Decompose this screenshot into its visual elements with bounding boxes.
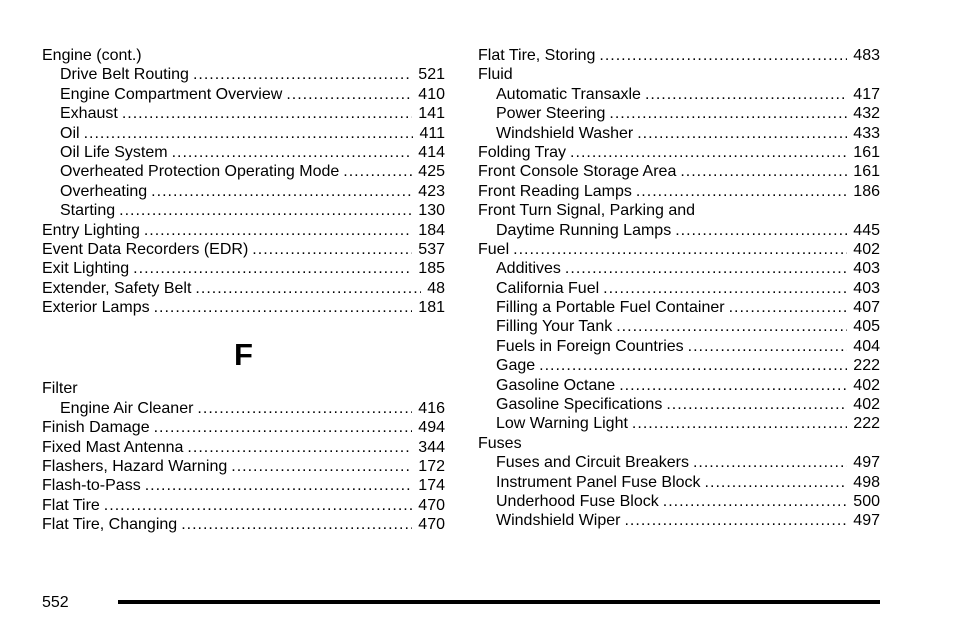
index-entry (42, 298, 445, 317)
left-entries-e (42, 46, 445, 317)
entry-label: Additives (496, 260, 561, 278)
entry-label: Overheated Protection Operating Mode (60, 163, 340, 181)
entry-label: Fixed Mast Antenna (42, 438, 184, 456)
index-subentry (42, 85, 445, 104)
page-number: 552 (42, 594, 69, 611)
entry-label: Front Reading Lamps (478, 182, 632, 200)
index-subentry (478, 356, 880, 375)
entry-page-number: 470 (418, 516, 445, 534)
entry-label: Flashers, Hazard Warning (42, 458, 228, 476)
index-subentry (42, 182, 445, 201)
dot-leader (539, 356, 847, 375)
index-subentry (478, 317, 880, 336)
dot-leader (193, 65, 412, 84)
dot-leader (144, 221, 412, 240)
entry-label: Folding Tray (478, 143, 567, 161)
entry-page-number: 425 (418, 163, 445, 181)
entry-label: Overheating (60, 182, 148, 200)
index-subentry (42, 399, 445, 418)
entry-page-number: 184 (418, 221, 445, 239)
dot-leader (104, 496, 413, 515)
index-entry (42, 457, 445, 476)
index-entry (42, 279, 445, 298)
entry-label: Oil (60, 124, 80, 142)
entry-page-number: 130 (418, 202, 445, 220)
entry-label: Power Steering (496, 105, 606, 123)
entry-page-number: 410 (418, 85, 445, 103)
entry-page-number: 537 (418, 240, 445, 258)
dot-leader (729, 298, 848, 317)
index-subentry (42, 143, 445, 162)
dot-leader (286, 85, 412, 104)
dot-leader (231, 457, 412, 476)
dot-leader (187, 438, 412, 457)
index-subentry (478, 453, 880, 472)
entry-page-number: 222 (853, 415, 880, 433)
entry-label: Engine (cont.) (42, 47, 142, 64)
index-entry (478, 434, 880, 453)
entry-label: Automatic Transaxle (496, 85, 641, 103)
entry-page-number: 500 (853, 492, 880, 510)
index-subentry (478, 124, 880, 143)
entry-label: Exit Lighting (42, 260, 130, 278)
dot-leader (645, 85, 847, 104)
dot-leader (688, 337, 848, 356)
entry-label: Drive Belt Routing (60, 66, 189, 84)
dot-leader (195, 279, 421, 298)
dot-leader (675, 221, 847, 240)
entry-label: Fluid (478, 66, 513, 84)
entry-page-number: 402 (853, 240, 880, 258)
footer-rule (118, 600, 880, 604)
entry-label: Windshield Washer (496, 124, 634, 142)
entry-label: Front Turn Signal, Parking and (478, 202, 696, 220)
dot-leader (680, 162, 847, 181)
index-entry (42, 240, 445, 259)
index-subentry (478, 85, 880, 104)
dot-leader (705, 473, 848, 492)
entry-label: Flash-to-Pass (42, 477, 141, 495)
index-subentry (478, 473, 880, 492)
index-entry (42, 46, 445, 65)
entry-label: Engine Compartment Overview (60, 85, 283, 103)
entry-page-number: 402 (853, 376, 880, 394)
index-entry (478, 46, 880, 65)
dot-leader (181, 515, 412, 534)
dot-leader (609, 104, 847, 123)
entry-page-number: 521 (418, 66, 445, 84)
index-entry (42, 379, 445, 398)
entry-page-number: 186 (853, 182, 880, 200)
dot-leader (624, 511, 847, 530)
index-entry (478, 201, 880, 220)
dot-leader (616, 317, 847, 336)
entry-label: Instrument Panel Fuse Block (496, 473, 701, 491)
left-index-column (42, 46, 445, 535)
dot-leader (151, 182, 412, 201)
dot-leader (122, 104, 412, 123)
right-index-column (478, 46, 880, 531)
entry-label: Filling a Portable Fuel Container (496, 299, 725, 317)
entry-page-number: 416 (418, 399, 445, 417)
entry-page-number: 344 (418, 438, 445, 456)
index-entry (42, 476, 445, 495)
index-entry (478, 162, 880, 181)
index-subentry (42, 201, 445, 220)
entry-page-number: 402 (853, 396, 880, 414)
dot-leader (133, 259, 412, 278)
dot-leader (599, 46, 847, 65)
entry-page-number: 470 (418, 496, 445, 514)
entry-page-number: 423 (418, 182, 445, 200)
entry-page-number: 48 (427, 279, 445, 297)
entry-page-number: 161 (853, 163, 880, 181)
index-entry (478, 182, 880, 201)
index-subentry (478, 395, 880, 414)
index-subentry (478, 104, 880, 123)
entry-page-number: 172 (418, 458, 445, 476)
entry-label: Flat Tire, Storing (478, 47, 596, 64)
entry-label: Exhaust (60, 105, 118, 123)
entry-label: Entry Lighting (42, 221, 140, 239)
dot-leader (119, 201, 412, 220)
entry-page-number: 222 (853, 357, 880, 375)
entry-page-number: 494 (418, 419, 445, 437)
entry-label: Finish Damage (42, 419, 150, 437)
dot-leader (636, 182, 847, 201)
dot-leader (693, 453, 847, 472)
entry-page-number: 445 (853, 221, 880, 239)
entry-label: California Fuel (496, 279, 600, 297)
dot-leader (632, 414, 847, 433)
entry-page-number: 174 (418, 477, 445, 495)
entry-page-number: 161 (853, 143, 880, 161)
dot-leader (252, 240, 412, 259)
index-subentry (478, 221, 880, 240)
dot-leader (570, 143, 847, 162)
index-subentry (478, 279, 880, 298)
entry-page-number: 404 (853, 337, 880, 355)
entry-page-number: 141 (418, 105, 445, 123)
entry-page-number: 432 (853, 105, 880, 123)
entry-page-number: 403 (853, 260, 880, 278)
left-entries-f (42, 379, 445, 534)
entry-label: Filter (42, 380, 78, 398)
index-subentry (478, 298, 880, 317)
section-letter-f: F (234, 337, 253, 373)
entry-page-number: 497 (853, 512, 880, 530)
entry-page-number: 407 (853, 299, 880, 317)
dot-leader (172, 143, 413, 162)
entry-label: Fuses and Circuit Breakers (496, 454, 689, 472)
index-entry (478, 65, 880, 84)
index-entry (42, 438, 445, 457)
index-subentry (478, 337, 880, 356)
index-entry (42, 221, 445, 240)
entry-label: Extender, Safety Belt (42, 279, 192, 297)
entry-label: Low Warning Light (496, 415, 628, 433)
index-subentry (42, 124, 445, 143)
entry-page-number: 414 (418, 143, 445, 161)
entry-page-number: 403 (853, 279, 880, 297)
dot-leader (663, 492, 848, 511)
dot-leader (154, 418, 413, 437)
index-subentry (42, 65, 445, 84)
index-subentry (478, 492, 880, 511)
dot-leader (84, 124, 414, 143)
index-entry (42, 496, 445, 515)
entry-page-number: 498 (853, 473, 880, 491)
entry-page-number: 181 (418, 299, 445, 317)
dot-leader (637, 124, 847, 143)
entry-label: Underhood Fuse Block (496, 492, 659, 510)
index-subentry (42, 104, 445, 123)
index-subentry (478, 259, 880, 278)
index-subentry (478, 511, 880, 530)
dot-leader (154, 298, 413, 317)
entry-label: Flat Tire (42, 496, 100, 514)
index-entry (42, 515, 445, 534)
entry-page-number: 411 (419, 124, 445, 142)
index-entry (478, 240, 880, 259)
entry-label: Fuel (478, 240, 510, 258)
entry-page-number: 417 (853, 85, 880, 103)
entry-label: Filling Your Tank (496, 318, 613, 336)
entry-label: Exterior Lamps (42, 299, 150, 317)
dot-leader (666, 395, 847, 414)
entry-label: Fuses (478, 434, 522, 452)
entry-label: Fuels in Foreign Countries (496, 337, 684, 355)
dot-leader (197, 399, 412, 418)
entry-label: Daytime Running Lamps (496, 221, 672, 239)
entry-label: Front Console Storage Area (478, 163, 677, 181)
entry-label: Starting (60, 202, 116, 220)
dot-leader (145, 476, 413, 495)
dot-leader (619, 376, 847, 395)
dot-leader (513, 240, 847, 259)
entry-label: Gage (496, 357, 536, 375)
dot-leader (565, 259, 847, 278)
dot-leader (603, 279, 847, 298)
index-subentry (42, 162, 445, 181)
entry-page-number: 433 (853, 124, 880, 142)
entry-page-number: 483 (853, 47, 880, 64)
index-entry (478, 143, 880, 162)
index-subentry (478, 414, 880, 433)
entry-label: Oil Life System (60, 143, 168, 161)
entry-label: Flat Tire, Changing (42, 516, 178, 534)
entry-label: Engine Air Cleaner (60, 399, 194, 417)
entry-page-number: 405 (853, 318, 880, 336)
entry-page-number: 497 (853, 454, 880, 472)
entry-label: Event Data Recorders (EDR) (42, 240, 249, 258)
entry-label: Windshield Wiper (496, 512, 621, 530)
index-subentry (478, 376, 880, 395)
entry-label: Gasoline Specifications (496, 396, 663, 414)
dot-leader (343, 162, 412, 181)
right-entries (478, 46, 880, 531)
entry-page-number: 185 (418, 260, 445, 278)
index-entry (42, 259, 445, 278)
entry-label: Gasoline Octane (496, 376, 616, 394)
index-entry (42, 418, 445, 437)
